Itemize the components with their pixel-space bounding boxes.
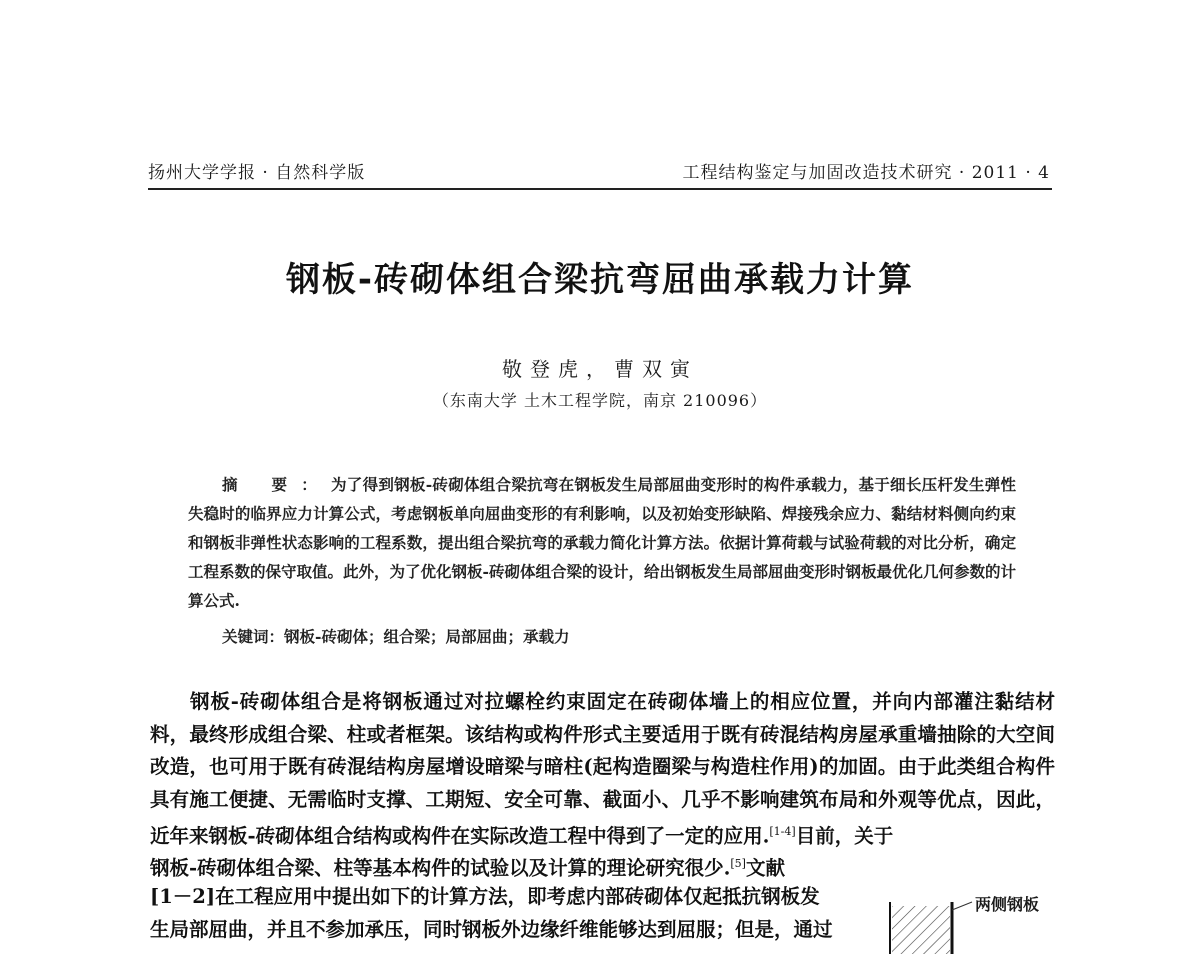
figure-masonry-hatch [892, 906, 950, 954]
running-header-left: 扬州大学学报 · 自然科学版 [148, 163, 366, 183]
abstract-label: 摘 要： [222, 475, 332, 494]
header-rule [148, 188, 1052, 190]
body-para1-text: 钢板-砖砌体组合是将钢板通过对拉螺栓约束固定在砖砌体墙上的相应位置，并向内部灌注黏结材料，最终形成组合梁、柱或者框架。该结构或构件形式主要适用于既有砖混结构房屋承重墙抽除的大空间改造，也可用于既有砖混结构房屋增设暗梁与暗柱(起构造圈梁与构造柱作用)的加固。由于此类组合构件具有施工便捷、无需临时支撑、工期短、安全可靠、截面小、几乎不影响建筑布局和外观等优点，因此，近年来钢板-砖砌体组合结构或构件在实际改造工程中得到了一定的应用. [150, 690, 1055, 848]
abstract [188, 470, 1016, 615]
body-line-8: 生局部屈曲，并且不参加承压，同时钢板外边缘纤维能够达到屈服；但是，通过 [150, 918, 833, 941]
affiliation: （东南大学 土木工程学院，南京 210096） [432, 391, 768, 410]
body-line-7: [1－2]在工程应用中提出如下的计算方法，即考虑内部砖砌体仅起抵抗钢板发 [150, 885, 820, 908]
body-para1b-text: 目前，关于 [795, 824, 894, 848]
keywords [222, 625, 569, 647]
abstract-text: 为了得到钢板-砖砌体组合梁抗弯在钢板发生局部屈曲变形时的构件承载力，基于细长压杆发生弹性失稳时的临界应力计算公式，考虑钢板单向屈曲变形的有利影响，以及初始变形缺陷、焊接残余应力、黏结材料侧向约束和钢板非弹性状态影响的工程系数，提出组合梁抗弯的承载力简化计算方法。依据计算荷载与试验荷载的对比分析，确定工程系数的保守取值。此外，为了优化钢板-砖砌体组合梁的设计，给出钢板发生局部屈曲变形时钢板最优化几何参数的计算公式. [188, 475, 1017, 610]
figure-label: 两侧钢板 [975, 895, 1040, 914]
citation-1-4: [1-4] [769, 825, 796, 838]
keywords-text: 钢板-砖砌体；组合梁；局部屈曲；承载力 [284, 627, 570, 646]
body-line-6: 钢板-砖砌体组合梁、柱等基本构件的试验以及计算的理论研究很少.[5]文献 [150, 856, 785, 880]
body-paragraph-1 [150, 686, 1055, 853]
paper-title: 钢板-砖砌体组合梁抗弯屈曲承载力计算 [285, 260, 915, 300]
citation-5: [5] [730, 857, 746, 870]
running-header-right: 工程结构鉴定与加固改造技术研究 · 2011 · 4 [682, 163, 1050, 183]
authors: 敬登虎，曹双寅 [502, 357, 698, 381]
keywords-label: 关键词： [222, 627, 285, 646]
figure-leader-line [952, 902, 972, 910]
